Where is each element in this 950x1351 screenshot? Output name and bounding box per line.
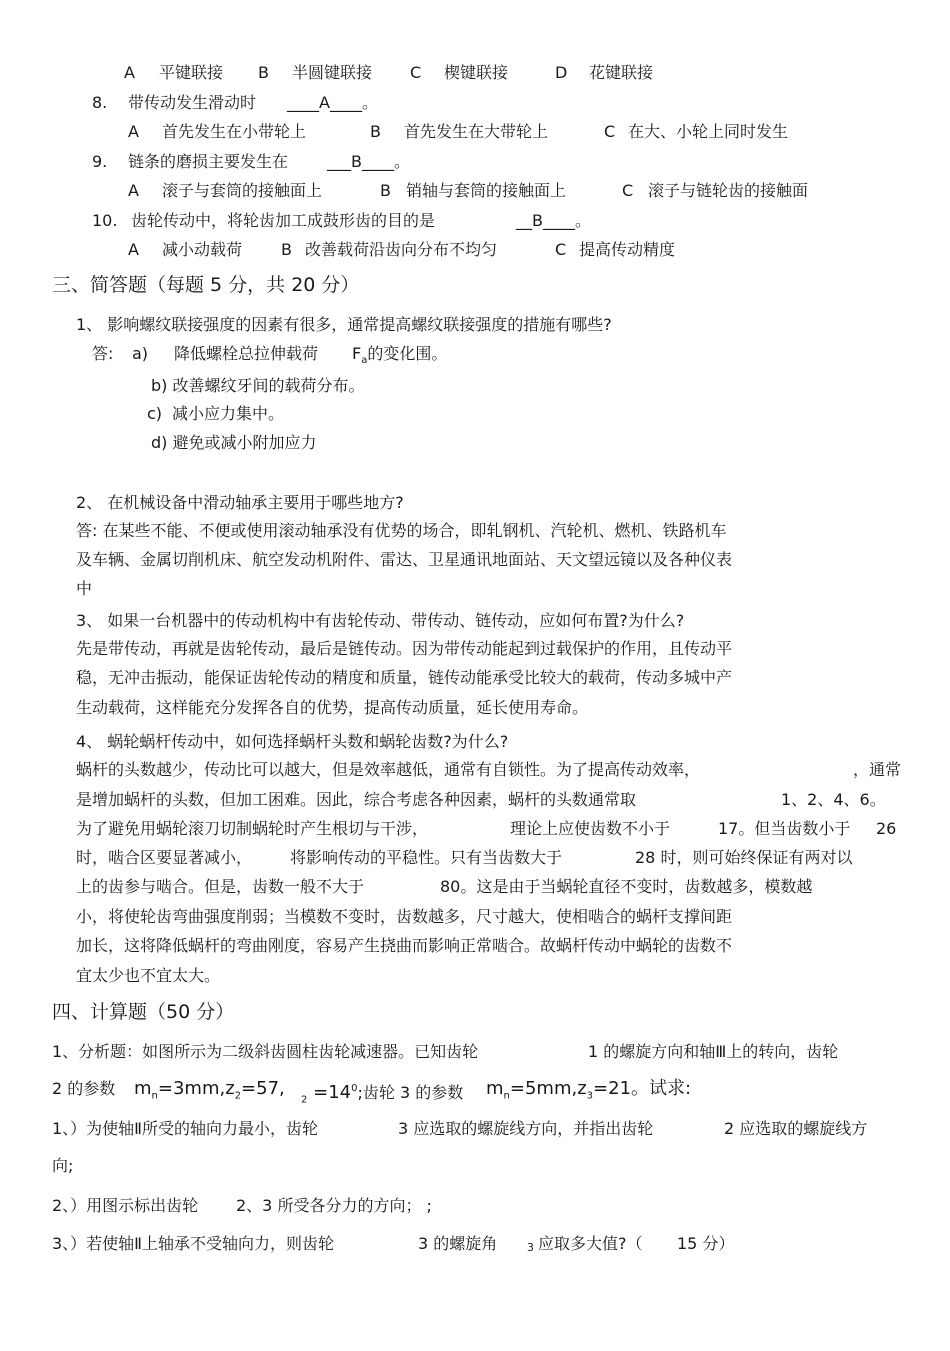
sq1-question: 1、 影响螺纹联接强度的因素有很多，通常提高螺纹联接强度的措施有哪些?: [76, 315, 612, 334]
calc1-text: =21。试求:: [593, 1078, 692, 1099]
gear-subscript: 3: [586, 1090, 594, 1102]
q9-answer: ___B____。: [327, 152, 410, 171]
sq4-text: 为了避免用蜗轮滚刀切制蜗轮时产生根切与干涉，: [76, 819, 429, 838]
module-symbol: m: [486, 1078, 504, 1099]
q10-answer: __B____。: [516, 211, 591, 230]
q7-option-d-label: D: [555, 63, 568, 82]
sq4-answer-line: 小，将使轮齿弯曲强度削弱；当模数不变时，齿数越多，尺寸越大，使相啮合的蜗杆支撑间距: [76, 907, 733, 926]
q10-number: 10.: [92, 211, 118, 230]
calc1-text: =57,: [241, 1078, 285, 1099]
q8-option-b-label: B: [370, 122, 381, 141]
calc1-text: 2、）用图示标出齿轮: [52, 1196, 199, 1215]
calc1-text: 1 的螺旋方向和轴Ⅲ上的转向，齿轮: [588, 1042, 839, 1061]
sq3-answer-line: 稳，无冲击振动，能保证齿轮传动的精度和质量，链传动能承受比较大的载荷，传动多城中产: [76, 668, 733, 687]
q7-option-a-text: 平键联接: [159, 63, 224, 82]
sq4-text: 1、2、4、6。: [781, 790, 886, 809]
q7-option-d-text: 花键联接: [589, 63, 654, 82]
q7-option-c-text: 楔键联接: [444, 63, 509, 82]
sq4-text: ，通常: [853, 760, 902, 779]
sq4-text: 28 时，则可始终保证有两对以: [635, 848, 853, 867]
calc1-text: 1、）为使轴Ⅱ所受的轴向力最小，齿轮: [52, 1119, 319, 1138]
q9-option-b-label: B: [380, 181, 391, 200]
sq1-a-label: a): [132, 344, 149, 363]
q9-option-c-label: C: [622, 181, 634, 200]
q7-option-c-label: C: [410, 63, 422, 82]
q10-option-c-label: C: [555, 240, 567, 259]
sq1-a-text: 降低螺栓总拉伸载荷: [174, 344, 319, 363]
sq4-text: 17。但当齿数小于: [718, 819, 851, 838]
degree-superscript: 0: [351, 1083, 358, 1094]
module-symbol: m: [134, 1078, 152, 1099]
q10-text: 齿轮传动中，将轮齿加工成鼓形齿的目的是: [131, 211, 436, 230]
q9-option-a-text: 滚子与套筒的接触面上: [162, 181, 323, 200]
q8-option-a-label: A: [128, 122, 139, 141]
sq4-text: 理论上应使齿数不小于: [510, 819, 671, 838]
q8-option-c-label: C: [604, 122, 616, 141]
sq2-answer-line: 答: 在某些不能、不便或使用滚动轴承没有优势的场合，即轧钢机、汽轮机、燃机、铁路机车: [76, 521, 727, 540]
sq4-text: 蜗杆的头数越少，传动比可以越大，但是效率越低，通常有自锁性。为了提高传动效率，: [76, 760, 701, 779]
sq4-text: 将影响传动的平稳性。只有当齿数大于: [290, 848, 563, 867]
q8-answer: ____A____。: [287, 93, 378, 112]
calc1-text: 3 的螺旋角: [418, 1234, 498, 1253]
section4-heading: 四、计算题（50 分）: [52, 1001, 235, 1023]
calc1-text: =5mm,z: [509, 1078, 587, 1099]
sq1-a-sub: a: [361, 355, 368, 367]
normal-subscript: n: [503, 1090, 510, 1102]
q8-number: 8.: [92, 93, 108, 112]
calc1-text: =14: [313, 1082, 352, 1103]
q10-option-a-text: 减小动载荷: [162, 240, 243, 259]
q7-option-a-label: A: [124, 63, 135, 82]
q10-option-b-label: B: [281, 240, 292, 259]
q10-option-c-text: 提高传动精度: [579, 240, 676, 259]
sq4-text: 26: [876, 819, 897, 838]
sq4-text: 80。这是由于当蜗轮直径不变时，齿数越多，模数越: [440, 877, 813, 896]
calc1-text: 2 应选取的螺旋线方: [724, 1119, 868, 1138]
sq1-answer-d: d) 避免或减小附加应力: [151, 433, 317, 452]
gear-subscript: 3: [527, 1241, 534, 1254]
sq4-text: 是增加蜗杆的头数，但加工困难。因此，综合考虑各种因素，蜗杆的头数通常取: [76, 790, 637, 809]
calc1-text: 1、分析题：如图所示为二级斜齿圆柱齿轮减速器。已知齿轮: [52, 1042, 479, 1061]
q10-option-b-text: 改善载荷沿齿向分布不均匀: [305, 240, 498, 259]
sq1-c-label: c): [147, 404, 163, 423]
sq2-question: 2、 在机械设备中滑动轴承主要用于哪些地方?: [76, 493, 404, 512]
sq4-answer-line: 加长，这将降低蜗杆的弯曲刚度，容易产生挠曲而影响正常啮合。故蜗杆传动中蜗轮的齿数不: [76, 936, 733, 955]
sq4-answer-line: 宜太少也不宜太大。: [76, 966, 221, 985]
calc1-line: 向;: [52, 1156, 74, 1175]
q8-text: 带传动发生滑动时: [128, 93, 257, 112]
gear-subscript: 2: [301, 1094, 308, 1106]
calc1-text: 2、3 所受各分力的方向； ;: [236, 1196, 432, 1215]
q9-option-b-text: 销轴与套筒的接触面上: [406, 181, 567, 200]
calc1-gear2-module: [134, 1078, 285, 1108]
q9-option-a-label: A: [128, 181, 139, 200]
sq1-a-tail: 的变化围。: [367, 344, 448, 363]
sq1-answer-b: b) 改善螺纹牙间的载荷分布。: [151, 376, 365, 395]
sq3-question: 3、 如果一台机器中的传动机构中有齿轮传动、带传动、链传动，应如何布置?为什么?: [76, 611, 685, 630]
q9-number: 9.: [92, 152, 108, 171]
sq1-answer-prefix: 答:: [92, 344, 114, 363]
sq3-answer-line: 生动载荷，这样能充分发挥各自的优势，提高传动质量，延长使用寿命。: [76, 698, 589, 717]
sq2-answer-line: 及车辆、金属切削机床、航空发动机附件、雷达、卫星通讯地面站、天文望远镜以及各种仪表: [76, 550, 733, 569]
calc1-text: =3mm,z: [157, 1078, 235, 1099]
q10-option-a-label: A: [128, 240, 139, 259]
sq4-text: 上的齿参与啮合。但是，齿数一般不大于: [76, 877, 365, 896]
calc1-gear3-module: [486, 1078, 691, 1108]
q8-option-b-text: 首先发生在大带轮上: [404, 122, 549, 141]
sq3-answer-line: 先是带传动，再就是齿轮传动，最后是链传动。因为带传动能起到过载保护的作用，且传动平: [76, 639, 733, 658]
q7-option-b-label: B: [258, 63, 269, 82]
sq4-question: 4、 蜗轮蜗杆传动中，如何选择蜗杆头数和蜗轮齿数?为什么?: [76, 732, 509, 751]
calc1-helix-angle-2: [301, 1078, 463, 1112]
q9-text: 链条的磨损主要发生在: [128, 152, 289, 171]
sq4-text: 时，啮合区要显著减小，: [76, 848, 253, 867]
q7-option-b-text: 半圆键联接: [292, 63, 373, 82]
q8-option-a-text: 首先发生在小带轮上: [162, 122, 307, 141]
q8-option-c-text: 在大、小轮上同时发生: [628, 122, 789, 141]
sq1-a-var: F: [352, 344, 362, 363]
section3-heading: 三、简答题（每题 5 分，共 20 分）: [52, 274, 360, 296]
calc1-text: 3、）若使轴Ⅱ上轴承不受轴向力，则齿轮: [52, 1234, 335, 1253]
sq1-a-formula: [352, 343, 447, 372]
sq1-c-text: 减小应力集中。: [172, 404, 285, 423]
calc1-text: 3 应选取的螺旋线方向，并指出齿轮: [398, 1119, 654, 1138]
calc1-text: 2 的参数: [52, 1079, 116, 1098]
normal-subscript: n: [151, 1090, 158, 1102]
calc1-text: 15 分）: [677, 1234, 735, 1253]
sq2-answer-line: 中: [76, 579, 93, 598]
calc1-text: 应取多大值?（: [538, 1234, 643, 1253]
q9-option-c-text: 滚子与链轮齿的接触面: [648, 181, 809, 200]
gear-subscript: 2: [234, 1090, 242, 1102]
calc1-text: ;齿轮 3 的参数: [357, 1083, 464, 1102]
